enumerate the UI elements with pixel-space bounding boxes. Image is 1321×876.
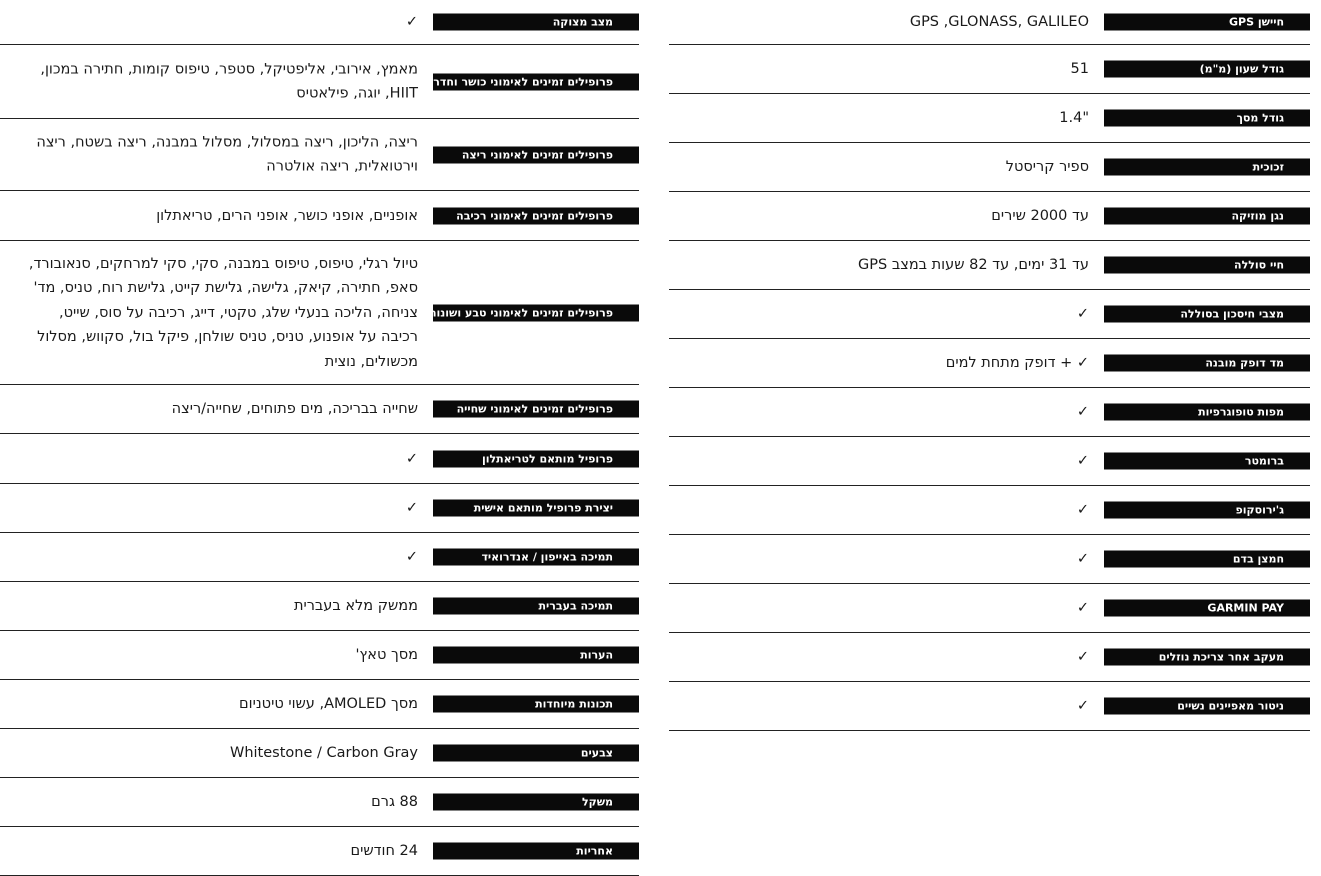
spec-value: "1.4 xyxy=(1059,109,1089,126)
right-spec-row xyxy=(669,388,1310,437)
right-spec-row xyxy=(669,682,1310,731)
check-mark-icon: ✓ xyxy=(405,499,418,516)
right-spec-row xyxy=(669,94,1310,143)
check-mark-icon: ✓ xyxy=(1076,452,1089,469)
spec-label: מעקב אחר צריכת נוזלים xyxy=(1104,649,1310,666)
spec-label: מצבי חיסכון בסוללה xyxy=(1104,306,1310,323)
spec-value: טיול רגלי, טיפוס, טיפוס במבנה, סקי, סקי למרחקים, סנאובורד, סאפ, חתירה, קיאק, גלישה, גלישת קייט, גלישת רוח, טניס, מד' צניחה, הליכה בנעלי שלג, טקטי, דייג, רכיבה על סוס, שייט, רכיבה על אופנוע, טניס, טניס שולחן, פיקל בול, סקווש, מסלול מכשולים, נוצית xyxy=(28,255,418,370)
spec-value: ממשק מלא בעברית xyxy=(293,597,418,614)
right-spec-row xyxy=(669,535,1310,584)
spec-label: תכונות מיוחדות xyxy=(433,696,639,713)
right-spec-row xyxy=(669,241,1310,290)
left-spec-row xyxy=(0,631,639,680)
spec-label: GARMIN PAY xyxy=(1104,600,1310,617)
spec-label: פרופיל מותאם לטריאתלון xyxy=(433,450,639,467)
left-spec-row xyxy=(0,778,639,827)
spec-label: חמצן בדם xyxy=(1104,551,1310,568)
left-spec-row xyxy=(0,484,639,533)
check-mark-icon: ✓ xyxy=(405,13,418,30)
spec-value: 24 חודשים xyxy=(350,842,418,859)
spec-label: תמיכה בעברית xyxy=(433,598,639,615)
spec-value: 88 גרם xyxy=(371,793,418,810)
check-mark-icon: ✓ xyxy=(1076,501,1089,518)
spec-label: מד דופק מובנה xyxy=(1104,355,1310,372)
right-spec-row xyxy=(669,437,1310,486)
check-mark-icon: ✓ xyxy=(1076,697,1089,714)
spec-label: גודל שעון (מ"מ) xyxy=(1104,61,1310,78)
spec-value: ריצה, הליכון, ריצה במסלול, מסלול במבנה, ריצה בשטח, ריצה וירטואלית, ריצה אולטרה xyxy=(36,134,418,175)
check-mark-icon: ✓ xyxy=(405,450,418,467)
spec-value: 51 xyxy=(1070,60,1089,77)
spec-label: זכוכית xyxy=(1104,159,1310,176)
spec-label: מפות טופוגרפיות xyxy=(1104,404,1310,421)
spec-label: צבעים xyxy=(433,745,639,762)
spec-value: מסך AMOLED, עשוי טיטניום xyxy=(239,695,418,712)
spec-label: פרופילים זמינים לאימוני כושר וחדר כושר xyxy=(433,73,639,90)
spec-label: ג'ירוסקופ xyxy=(1104,502,1310,519)
spec-label: משקל xyxy=(433,794,639,811)
check-mark-icon: ✓ xyxy=(405,548,418,565)
spec-label: אחריות xyxy=(433,843,639,860)
right-spec-row xyxy=(669,584,1310,633)
right-spec-row xyxy=(669,45,1310,94)
spec-label: ניטור מאפיינים נשיים xyxy=(1104,698,1310,715)
left-spec-row xyxy=(0,0,639,45)
spec-value: Whitestone / Carbon Gray xyxy=(230,744,418,761)
left-spec-row xyxy=(0,582,639,631)
right-spec-row xyxy=(669,486,1310,535)
check-mark-icon: ✓ xyxy=(1076,599,1089,616)
spec-label: ברומטר xyxy=(1104,453,1310,470)
right-spec-row xyxy=(669,143,1310,192)
left-spec-row xyxy=(0,241,639,385)
spec-value: עד 31 ימים, עד 82 שעות במצב GPS xyxy=(858,256,1089,273)
right-spec-row xyxy=(669,290,1310,339)
check-mark-icon: ✓ xyxy=(1076,403,1089,420)
left-spec-row xyxy=(0,827,639,876)
check-mark-icon: ✓ xyxy=(1076,550,1089,567)
right-spec-row xyxy=(669,339,1310,388)
right-spec-row xyxy=(669,0,1310,45)
spec-label: פרופילים זמינים לאימוני שחייה xyxy=(433,401,639,418)
left-spec-row xyxy=(0,191,639,241)
spec-label: מצב מצוקה xyxy=(433,14,639,31)
spec-label: פרופילים זמינים לאימוני ריצה xyxy=(433,146,639,163)
spec-label: פרופילים זמינים לאימוני רכיבה xyxy=(433,207,639,224)
spec-label: חיי סוללה xyxy=(1104,257,1310,274)
spec-label: חיישן GPS xyxy=(1104,14,1310,31)
left-spec-row xyxy=(0,729,639,778)
right-spec-row xyxy=(669,192,1310,241)
spec-label: פרופילים זמינים לאימוני טבע ושונות xyxy=(433,304,639,321)
spec-value: עד 2000 שירים xyxy=(991,207,1089,224)
check-mark-icon: ✓ xyxy=(1076,648,1089,665)
left-spec-row xyxy=(0,119,639,191)
spec-label: תמיכה באייפון / אנדרואיד xyxy=(433,549,639,566)
spec-value: מסך טאץ' xyxy=(355,646,418,663)
spec-value: ✓ + דופק מתחת למים xyxy=(945,354,1089,371)
spec-value: ספיר קריסטל xyxy=(1005,158,1089,175)
left-spec-row xyxy=(0,45,639,119)
spec-value: שחייה בבריכה, מים פתוחים, שחייה/ריצה xyxy=(171,400,418,417)
spec-label: יצירת פרופיל מותאם אישית xyxy=(433,500,639,517)
spec-value: אופניים, אופני כושר, אופני הרים, טריאתלון xyxy=(156,207,418,224)
check-mark-icon: ✓ xyxy=(1076,305,1089,322)
spec-label: הערות xyxy=(433,647,639,664)
left-spec-row xyxy=(0,385,639,434)
spec-value: מאמץ, אירובי, אליפטיקל, סטפר, טיפוס קומות, חתירה במכון, HIIT, יוגה, פילאטיס xyxy=(40,61,418,102)
spec-value: GPS ,GLONASS, GALILEO xyxy=(909,13,1089,30)
right-spec-row xyxy=(669,633,1310,682)
spec-label: גודל מסך xyxy=(1104,110,1310,127)
left-spec-row xyxy=(0,533,639,582)
left-spec-row xyxy=(0,680,639,729)
spec-label: נגן מוזיקה xyxy=(1104,208,1310,225)
left-spec-row xyxy=(0,434,639,484)
